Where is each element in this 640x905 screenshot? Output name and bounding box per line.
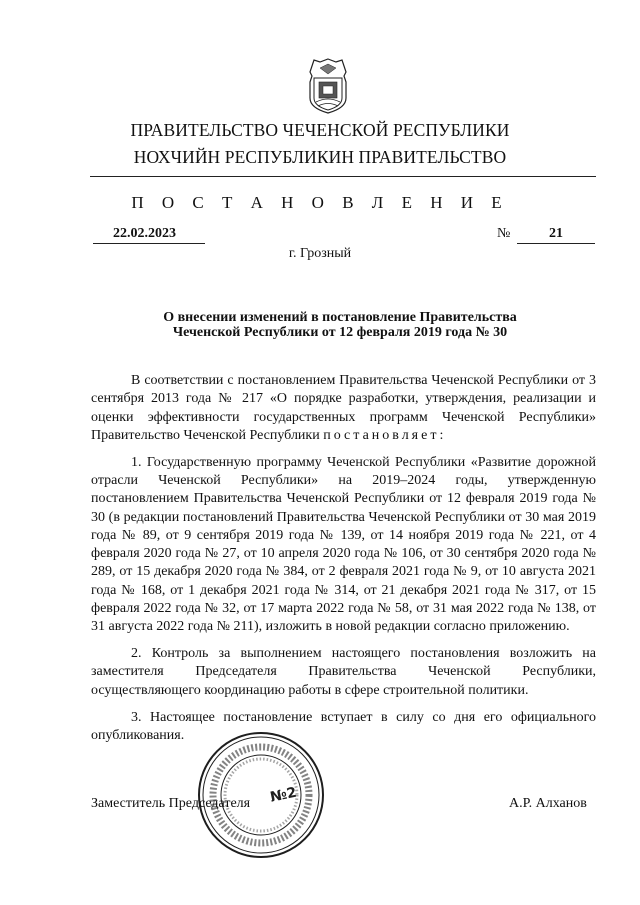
government-name: ПРАВИТЕЛЬСТВО ЧЕЧЕНСКОЙ РЕСПУБЛИКИ	[130, 120, 510, 140]
document-number: 21	[549, 226, 563, 241]
resolves-word: постановляет:	[323, 427, 447, 443]
paragraph-3: 3. Настоящее постановление вступает в силу со дня его официального опубликования.	[91, 709, 596, 743]
title-line-1: О внесении изменений в постановление Правительства	[163, 310, 517, 325]
round-seal-stamp-icon	[196, 730, 326, 860]
document-title	[130, 310, 550, 340]
document-date: 22.02.2023	[113, 226, 176, 241]
signatory-name: А.Р. Алханов	[509, 796, 587, 811]
document-city: г. Грозный	[288, 246, 352, 261]
number-sign: №	[497, 226, 511, 241]
stamp-number: №2	[268, 784, 299, 806]
signatory-position: Заместитель Председателя	[91, 796, 251, 811]
paragraph-2: 2. Контроль за выполнением настоящего постановления возложить на заместителя Председателя Правительства Чеченской Республики, осуществляющего координацию работы в сфере строительной политики.	[91, 646, 596, 698]
document-type: П О С Т А Н О В Л Е Н И Е	[131, 193, 509, 212]
intro-text: В соответствии с постановлением Правительства Чеченской Республики от 3 сентября 2013 года № 217 «О порядке разработки, утверждения, реализации и оценки эффективности государственных программ Чеченской Республики» Правительство Чеченской Республики	[91, 373, 596, 443]
paragraph-1: 1. Государственную программу Чеченской Республики «Развитие дорожной отрасли Чеченской Республики» на 2019–2024 годы, утвержденную постановлением Правительства Чеченской Республики от 12 февраля 2019 года № 30 (в редакции постановлений Правительства Чеченской Республики от 30 мая 2019 года № 89, от 9 сентября 2019 года № 139, от 14 ноября 2019 года № 221, от 4 февраля 2020 года № 27, от 10 апреля 2020 года № 106, от 30 сентября 2020 года № 289, от 15 декабря 2020 года № 384, от 2 февраля 2021 года № 9, от 10 августа 2021 года № 168, от 1 декабря 2021 года № 314, от 21 декабря 2021 года № 317, от 15 февраля 2022 года № 32, от 17 марта 2022 года № 58, от 31 мая 2022 года № 138, от 31 августа 2022 года № 211), изложить в новой редакции согласно приложению.	[91, 454, 596, 635]
title-line-2: Чеченской Республики от 12 февраля 2019 года № 30	[172, 325, 508, 340]
intro-paragraph	[91, 372, 596, 445]
document-number-field	[497, 226, 595, 244]
header-divider	[90, 176, 596, 177]
document-date-field	[93, 226, 205, 244]
coat-of-arms-icon	[308, 58, 348, 114]
document-body	[91, 372, 596, 754]
government-name-chechen: НОХЧИЙН РЕСПУБЛИКИН ПРАВИТЕЛЬСТВО	[133, 147, 507, 167]
date-underline	[93, 243, 205, 244]
number-underline	[517, 243, 595, 244]
